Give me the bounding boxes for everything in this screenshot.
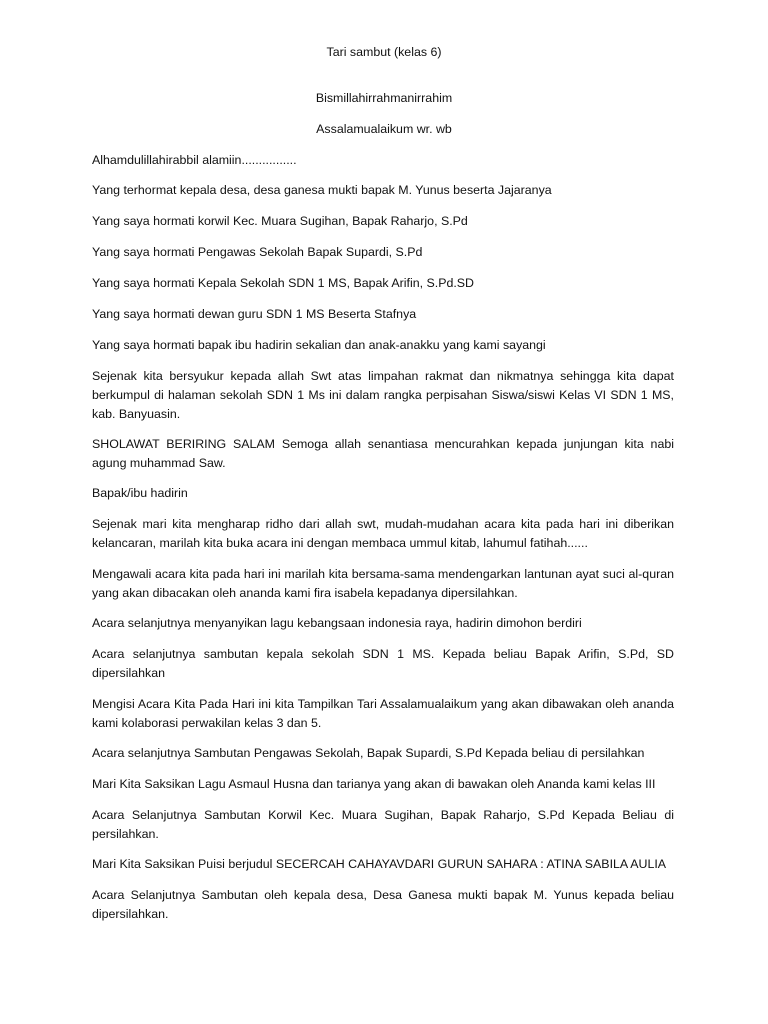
basmalah-line: Bismillahirrahmanirrahim [315, 91, 453, 105]
paragraph: Acara selanjutnya sambutan kepala sekolah SDN 1 MS. Kepada beliau Bapak Arifin, S.Pd, SD dipersilahkan [92, 647, 674, 680]
paragraph: Yang terhormat kepala desa, desa ganesa mukti bapak M. Yunus beserta Jajaranya [92, 183, 552, 197]
paragraph: Sejenak mari kita mengharap ridho dari allah swt, mudah-mudahan acara kita pada hari ini diberikan kelancaran, marilah kita buka acara ini dengan membaca ummul kitab, lahumul fatihah...... [92, 517, 674, 550]
paragraph: Yang saya hormati Pengawas Sekolah Bapak Supardi, S.Pd [92, 245, 423, 259]
paragraph: Yang saya hormati dewan guru SDN 1 MS Beserta Stafnya [92, 307, 417, 321]
paragraph: Alhamdulillahirabbil alamiin................ [92, 153, 297, 167]
paragraph: Acara Selanjutnya Sambutan Korwil Kec. Muara Sugihan, Bapak Raharjo, S.Pd Kepada Beliau di persilahkan. [92, 808, 674, 841]
paragraph: Mari Kita Saksikan Lagu Asmaul Husna dan tarianya yang akan di bawakan oleh Ananda kami kelas III [92, 777, 656, 791]
paragraph: Sejenak kita bersyukur kepada allah Swt atas limpahan rakmat dan nikmatnya sehingga kita dapat berkumpul di halaman sekolah SDN 1 Ms ini dalam rangka perpisahan Siswa/siswi Kelas VI SDN 1 MS, kab. Banyuasin. [92, 369, 674, 421]
paragraph: Bapak/ibu hadirin [92, 486, 188, 500]
paragraph: Mari Kita Saksikan Puisi berjudul SECERCAH CAHAYAVDARI GURUN SAHARA : ATINA SABILA AULIA [92, 857, 667, 871]
paragraph: SHOLAWAT BERIRING SALAM Semoga allah senantiasa mencurahkan kepada junjungan kita nabi agung muhammad Saw. [92, 437, 674, 470]
paragraph: Acara Selanjutnya Sambutan oleh kepala desa, Desa Ganesa mukti bapak M. Yunus kepada beliau dipersilahkan. [92, 888, 674, 921]
paragraph: Mengawali acara kita pada hari ini marilah kita bersama-sama mendengarkan lantunan ayat suci al-quran yang akan dibacakan oleh ananda kami fira isabela kepadanya dipersilahkan. [92, 567, 674, 600]
paragraph: Mengisi Acara Kita Pada Hari ini kita Tampilkan Tari Assalamualaikum yang akan dibawakan oleh ananda kami kolaborasi perwakilan kelas 3 dan 5. [92, 697, 674, 730]
paragraph: Acara selanjutnya Sambutan Pengawas Sekolah, Bapak Supardi, S.Pd Kepada beliau di persilahkan [92, 746, 645, 760]
paragraph: Acara selanjutnya menyanyikan lagu kebangsaan indonesia raya, hadirin dimohon berdiri [92, 616, 582, 630]
document-title: Tari sambut (kelas 6) [326, 45, 442, 59]
salam-line: Assalamualaikum wr. wb [316, 122, 452, 136]
paragraph: Yang saya hormati bapak ibu hadirin sekalian dan anak-anakku yang kami sayangi [92, 338, 546, 352]
paragraph: Yang saya hormati Kepala Sekolah SDN 1 MS, Bapak Arifin, S.Pd.SD [92, 276, 475, 290]
paragraph: Yang saya hormati korwil Kec. Muara Sugihan, Bapak Raharjo, S.Pd [92, 214, 468, 228]
